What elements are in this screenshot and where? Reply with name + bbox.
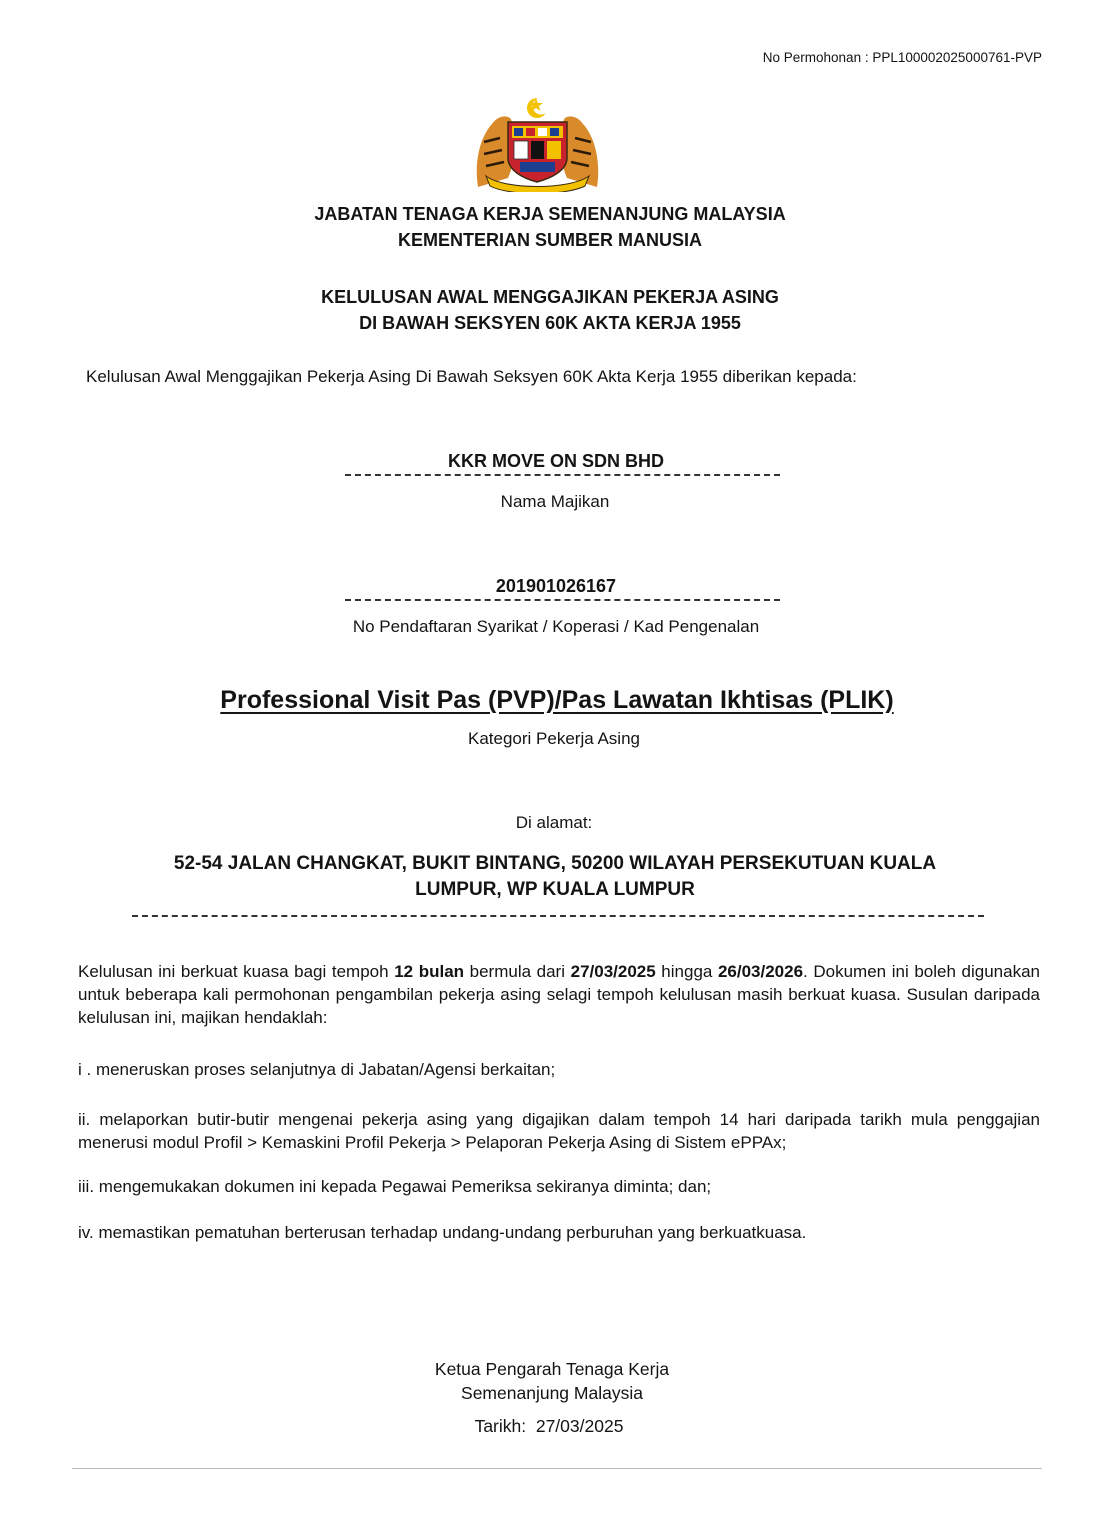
coat-of-arms-icon [470, 92, 605, 192]
signatory-office: Semenanjung Malaysia [461, 1383, 643, 1403]
obligation-item-1: i . meneruskan proses selanjutnya di Jabatan/Agensi berkaitan; [78, 1060, 556, 1079]
validity-text-2: bermula dari [464, 962, 571, 981]
worker-category: Professional Visit Pas (PVP)/Pas Lawatan Ikhtisas (PLIK) [220, 686, 894, 714]
address-line1: 52-54 JALAN CHANGKAT, BUKIT BINTANG, 50200 WILAYAH PERSEKUTUAN KUALA [173, 853, 937, 874]
validity-text-3: hingga [655, 962, 718, 981]
application-number [763, 50, 1042, 65]
document-title-line1: KELULUSAN AWAL MENGGAJIKAN PEKERJA ASING [321, 287, 779, 307]
validity-paragraph [78, 960, 1040, 1029]
obligation-item-2: ii. melaporkan butir-butir mengenai pekerja asing yang digajikan dalam tempoh 14 hari daripada tarikh mula penggajian menerusi modul Profil > Kemaskini Profil Pekerja > Pelaporan Pekerja Asing di Sistem ePPAx; [78, 1110, 1040, 1152]
obligation-item-3: iii. mengemukakan dokumen ini kepada Pegawai Pemeriksa sekiranya diminta; dan; [78, 1177, 712, 1196]
obligation-item-4: iv. memastikan pematuhan berterusan terhadap undang-undang perburuhan yang berkuatkuasa. [78, 1223, 807, 1242]
department-name: JABATAN TENAGA KERJA SEMENANJUNG MALAYSIA [314, 204, 786, 224]
registration-number-line [345, 599, 780, 601]
worker-category-label: Kategori Pekerja Asing [468, 729, 640, 748]
validity-end-date: 26/03/2026 [717, 962, 804, 981]
validity-start-date: 27/03/2025 [570, 962, 656, 981]
validity-text-1: Kelulusan ini berkuat kuasa bagi tempoh [78, 962, 395, 981]
validity-duration: 12 bulan [394, 962, 465, 981]
application-number-value: PPL100002025000761-PVP [872, 50, 1042, 65]
application-number-label: No Permohonan : [762, 50, 869, 65]
document-title-line2: DI BAWAH SEKSYEN 60K AKTA KERJA 1955 [359, 313, 741, 333]
signatory-title: Ketua Pengarah Tenaga Kerja [434, 1359, 670, 1379]
employer-name: KKR MOVE ON SDN BHD [447, 451, 664, 471]
signature-date [0, 1414, 1098, 1438]
employer-name-label: Nama Majikan [500, 492, 610, 511]
registration-number-label: No Pendaftaran Syarikat / Koperasi / Kad Pengenalan [352, 617, 760, 636]
address-label: Di alamat: [515, 813, 593, 832]
signature-date-label: Tarikh: [474, 1416, 527, 1436]
employer-name-line [345, 474, 780, 476]
address-line2: LUMPUR, WP KUALA LUMPUR [415, 879, 695, 900]
address-line [132, 915, 984, 917]
intro-text: Kelulusan Awal Menggajikan Pekerja Asing Di Bawah Seksyen 60K Akta Kerja 1955 diberikan kepada: [86, 367, 857, 386]
footer-rule [72, 1468, 1042, 1469]
validity-text-4: . Dokumen ini boleh digunakan untuk beberapa kali permohonan pengambilan pekerja asing selagi tempoh kelulusan masih berkuat kuasa. Susulan daripada kelulusan ini, majikan hendaklah: [78, 962, 1040, 1027]
signature-date-value: 27/03/2025 [535, 1416, 624, 1436]
registration-number: 201901026167 [495, 576, 617, 596]
ministry-name: KEMENTERIAN SUMBER MANUSIA [397, 230, 702, 250]
